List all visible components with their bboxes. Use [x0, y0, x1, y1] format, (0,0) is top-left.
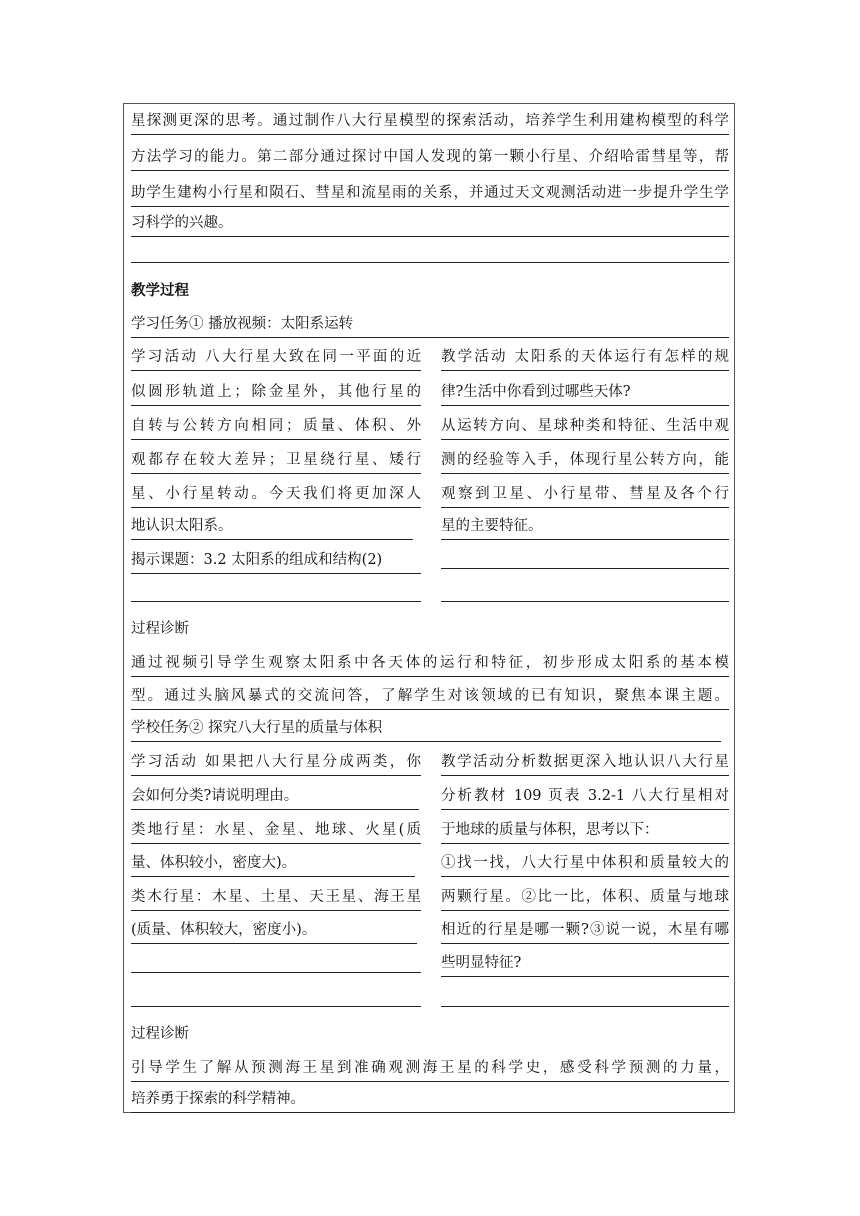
section-heading: 教学过程	[131, 283, 189, 299]
intro-line-3: 助学生建构小行星和陨石、彗星和流星雨的关系，并通过天文观测活动进一步提升学生学	[131, 183, 729, 207]
task1-left-line-5: 星、小行星转动。今天我们将更加深人	[131, 484, 421, 508]
task1-right-line-1: 教学活动 太阳系的天体运行有怎样的规	[441, 347, 729, 371]
blank-rule	[441, 1006, 729, 1007]
task1-left-line-3: 自转与公转方向相同；质量、体积、外	[131, 416, 421, 440]
task1-left-line-4: 观都存在较大差异；卫星绕行星、矮行	[131, 450, 421, 474]
task2-right-line-5: 两颗行星。②比一比，体积、质量与地球	[441, 887, 729, 911]
task2-diagnosis-line-1: 引导学生了解从预测海王星到准确观测海王星的科学史，感受科学预测的力量，	[131, 1058, 729, 1082]
task2-left-line-3: 类地行星：水星、金星、地球、火星(质	[131, 820, 421, 844]
intro-line-1: 星探测更深的思考。通过制作八大行星模型的探索活动，培养学生利用建构模型的科学	[131, 111, 729, 135]
task2-right-line-1: 教学活动分析数据更深入地认识八大行星	[441, 752, 729, 776]
task2-left-line-2: 会如何分类?请说明理由。	[131, 786, 419, 810]
task1-left-line-1: 学习活动 八大行星大致在同一平面的近	[131, 347, 421, 371]
intro-line-4: 习科学的兴趣。	[131, 213, 729, 237]
task2-left-line-5: 类木行星：木星、土星、天王星、海王星	[131, 887, 421, 911]
blank-rule	[131, 262, 729, 263]
task2-left-line-4: 量、体积较小，密度大)。	[131, 853, 415, 877]
task2-title: 学校任务② 探究八大行星的质量与体积	[131, 718, 721, 742]
task1-right-line-4: 测的经验等入手，体现行星公转方向，能	[441, 450, 729, 474]
task1-right-line-3: 从运转方向、星球种类和特征、生活中观	[441, 416, 729, 440]
task2-right-line-3: 于地球的质量与体积，思考以下：	[441, 820, 729, 844]
task1-left-line-7: 揭示课题：3.2 太阳系的组成和结构(2)	[131, 550, 421, 574]
task1-left-line-2: 似圆形轨道上；除金星外，其他行星的	[131, 382, 421, 406]
task2-left-line-6: (质量、体积较大，密度小)。	[131, 920, 417, 944]
task2-left-line-1: 学习活动 如果把八大行星分成两类，你	[131, 752, 421, 776]
task2-right-line-4: ①找一找，八大行星中体积和质量较大的	[441, 853, 729, 877]
task2-right-line-6: 相近的行星是哪一颗?③说一说，木星有哪	[441, 920, 729, 944]
blank-rule	[131, 972, 421, 973]
intro-line-2: 方法学习的能力。第二部分通过探讨中国人发现的第一颗小行星、介绍哈雷彗星等，帮	[131, 147, 729, 171]
task1-right-line-6: 星的主要特征。	[441, 516, 729, 540]
task1-left-line-6: 地认识太阳系。	[131, 516, 413, 540]
task2-right-line-2: 分析教材 109 页表 3.2-1 八大行星相对	[441, 786, 729, 810]
task1-diagnosis-line-1: 通过视频引导学生观察太阳系中各天体的运行和特征，初步形成太阳系的基本模	[131, 653, 729, 677]
blank-rule	[441, 568, 729, 569]
blank-rule	[131, 1006, 421, 1007]
task1-right-line-5: 观察到卫星、小行星带、彗星及各个行	[441, 484, 729, 508]
task2-diagnosis-label: 过程诊断	[131, 1026, 189, 1042]
task1-diagnosis-line-2: 型。通过头脑风暴式的交流问答，了解学生对该领域的已有知识，聚焦本课主题。	[131, 686, 729, 710]
blank-rule	[441, 601, 729, 602]
task1-diagnosis-label: 过程诊断	[131, 621, 189, 637]
blank-rule	[131, 601, 421, 602]
task1-right-line-2: 律?生活中你看到过哪些天体?	[441, 382, 729, 406]
task2-diagnosis-line-2: 培养勇于探索的科学精神。	[131, 1089, 729, 1113]
task1-title: 学习任务① 播放视频：太阳系运转	[131, 314, 729, 338]
task2-right-line-7: 些明显特征?	[441, 953, 729, 977]
